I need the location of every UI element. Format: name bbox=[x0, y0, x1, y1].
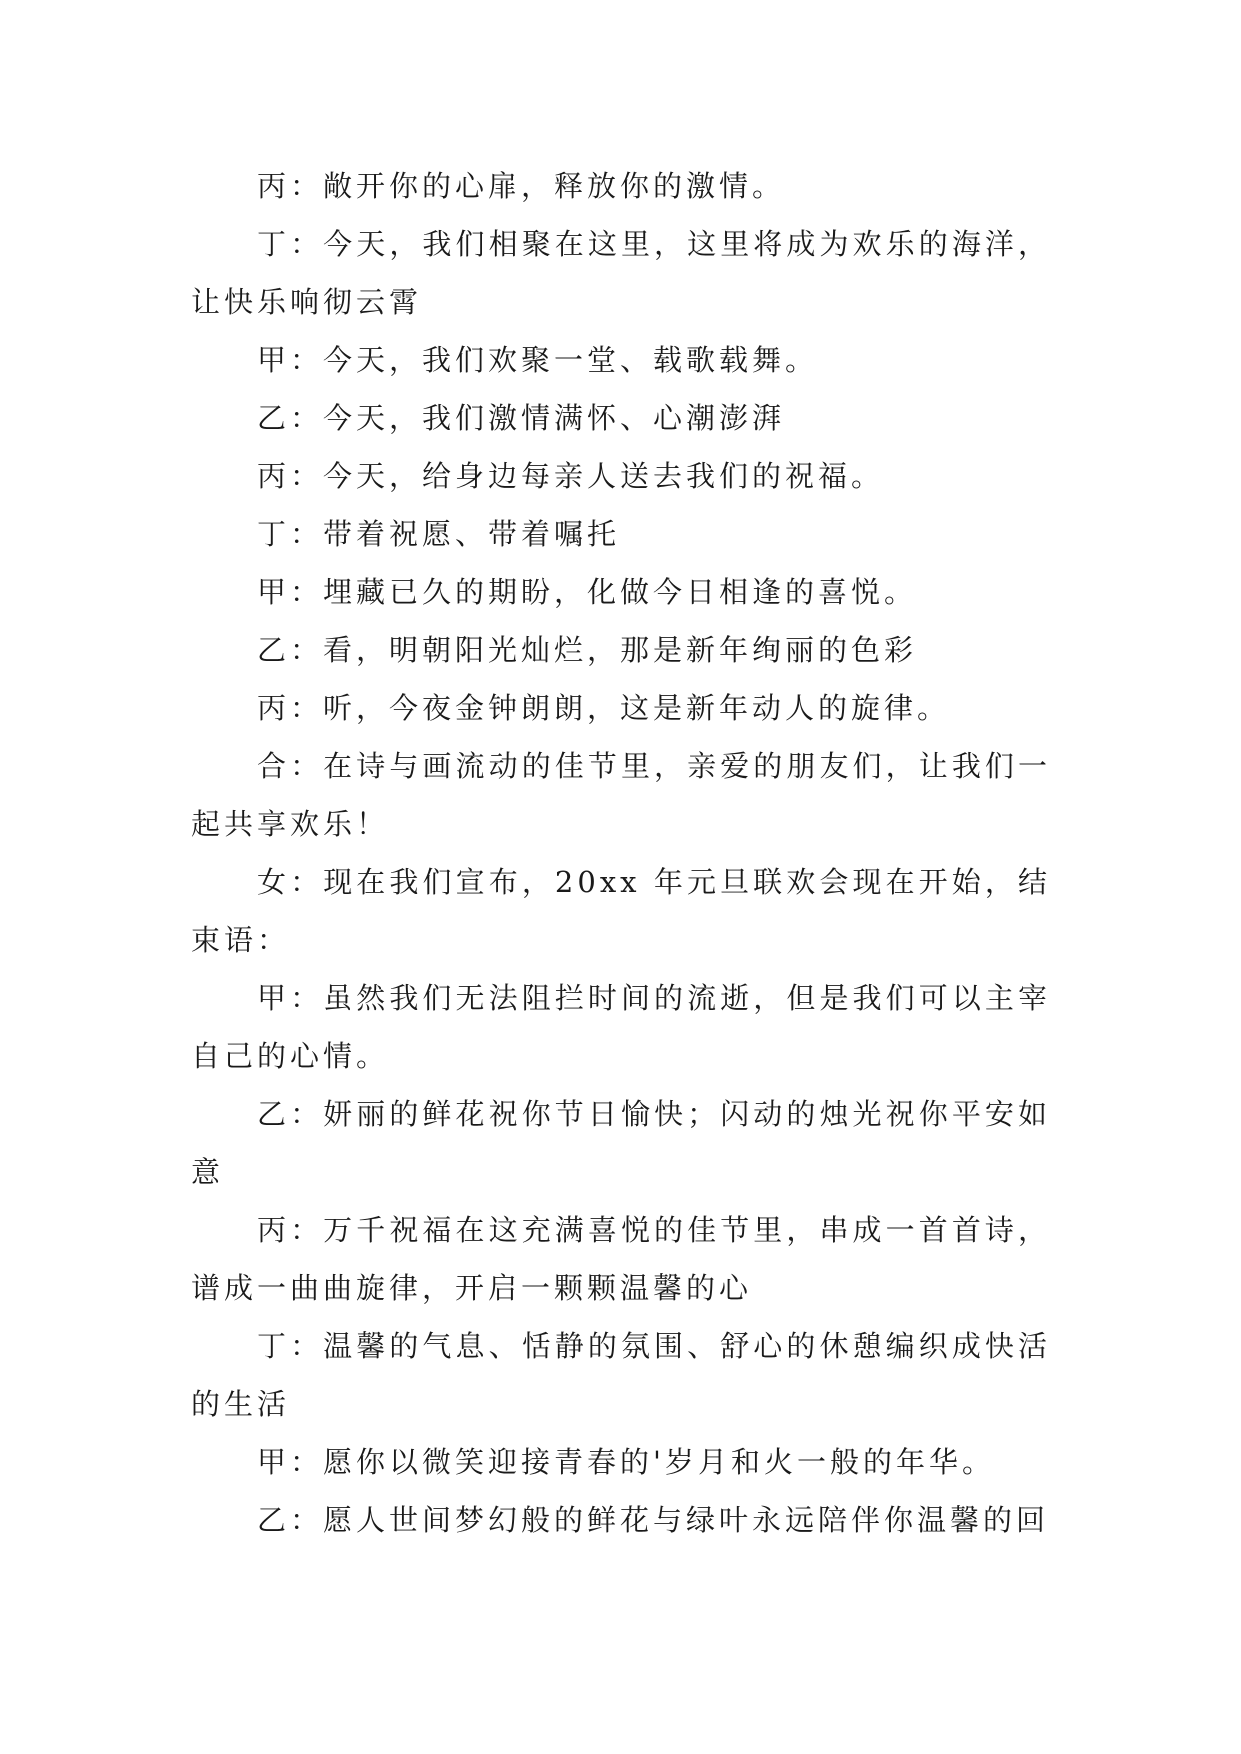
paragraph-4: 乙：今天，我们激情满怀、心潮澎湃 bbox=[257, 401, 786, 435]
paragraph-6: 丁：带着祝愿、带着嘱托 bbox=[257, 517, 621, 551]
paragraph-13: 乙：妍丽的鲜花祝你节日愉快；闪动的烛光祝你平安如意 bbox=[191, 1097, 1051, 1189]
paragraph-15: 丁：温馨的气息、恬静的氛围、舒心的休憩编织成快活的生活 bbox=[191, 1329, 1051, 1421]
paragraph-14: 丙：万千祝福在这充满喜悦的佳节里，串成一首首诗，谱成一曲曲旋律，开启一颗颗温馨的心 bbox=[191, 1213, 1051, 1305]
paragraph-10: 合：在诗与画流动的佳节里，亲爱的朋友们，让我们一起共享欢乐！ bbox=[191, 749, 1051, 841]
paragraph-5: 丙：今天，给身边每亲人送去我们的祝福。 bbox=[257, 459, 885, 493]
document-body bbox=[191, 157, 1051, 1549]
paragraph-8: 乙：看，明朝阳光灿烂，那是新年绚丽的色彩 bbox=[257, 633, 918, 667]
paragraph-7: 甲：埋藏已久的期盼，化做今日相逢的喜悦。 bbox=[257, 575, 918, 609]
paragraph-17: 乙：愿人世间梦幻般的鲜花与绿叶永远陪伴你温馨的回 bbox=[257, 1503, 1050, 1537]
paragraph-12: 甲：虽然我们无法阻拦时间的流逝，但是我们可以主宰自己的心情。 bbox=[191, 981, 1051, 1073]
paragraph-2: 丁：今天，我们相聚在这里，这里将成为欢乐的海洋，让快乐响彻云霄 bbox=[191, 227, 1051, 319]
paragraph-1: 丙：敞开你的心扉，释放你的激情。 bbox=[257, 169, 786, 203]
paragraph-3: 甲：今天，我们欢聚一堂、载歌载舞。 bbox=[257, 343, 819, 377]
paragraph-16: 甲：愿你以微笑迎接青春的'岁月和火一般的年华。 bbox=[257, 1445, 995, 1479]
paragraph-11: 女：现在我们宣布，20xx 年元旦联欢会现在开始，结束语： bbox=[191, 865, 1051, 957]
paragraph-9: 丙：听，今夜金钟朗朗，这是新年动人的旋律。 bbox=[257, 691, 951, 725]
